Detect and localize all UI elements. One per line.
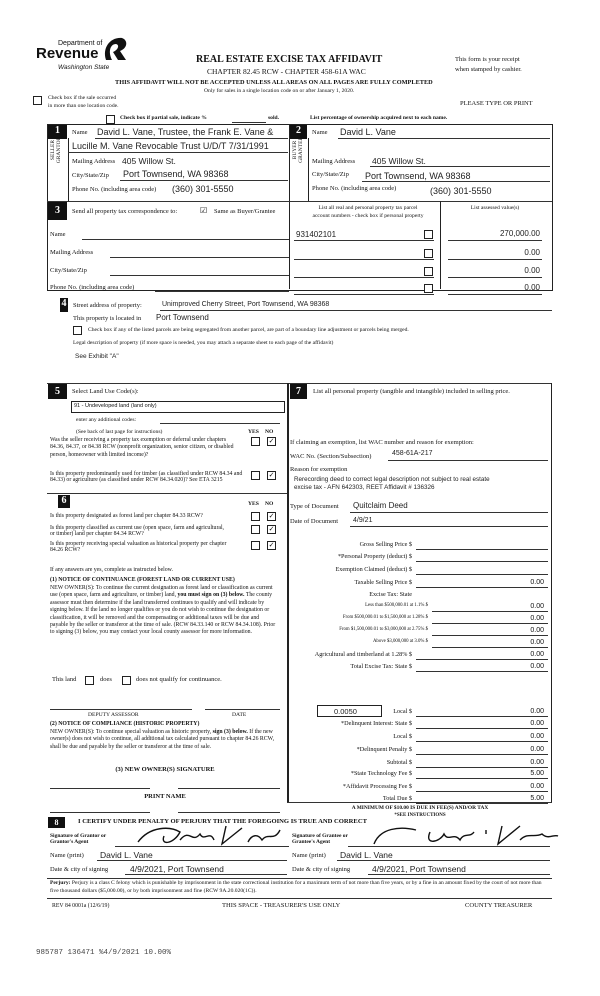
assessed-value[interactable]: 270,000.00 <box>499 229 540 238</box>
divider <box>287 383 289 803</box>
section-4-number: 4 <box>60 298 68 312</box>
local-rate: 0.0050 <box>334 707 357 716</box>
continuance-text-a: NEW OWNER(S): To continue the current designation as forest land or classification as current use (open space, farm and agriculture, or timber) land, <box>50 585 273 599</box>
grantee-signature-label: Signature of Grantee or Grantee's Agent <box>292 833 348 845</box>
wac-label: WAC No. (Section/Subsection) <box>290 453 372 460</box>
grantee-print-name[interactable]: David L. Vane <box>340 850 393 860</box>
seller-city-label: City/State/Zip <box>72 172 109 179</box>
tax-row-field[interactable] <box>416 754 548 755</box>
yes-header: YES <box>248 429 259 435</box>
seller-address-label: Mailing Address <box>72 158 116 165</box>
tax-row-label: From $500,000.01 to $1,500,000 at 1.28% $ <box>342 615 428 620</box>
tax-row-field[interactable] <box>416 741 548 742</box>
tax-row-label: Exemption Claimed (deduct) $ <box>335 566 412 573</box>
see-back-note: (See back of last page for instructions) <box>76 429 163 435</box>
divider <box>294 259 434 260</box>
personal-property-checkbox[interactable] <box>424 267 433 276</box>
tax-row-label: Local $ <box>393 733 412 740</box>
grantee-name-label: Name (print) <box>292 852 326 859</box>
divider <box>68 152 288 153</box>
only-for-note: Only for sales in a single location code on or after January 1, 2020. <box>204 88 355 94</box>
divider <box>294 294 434 295</box>
section-1-number: 1 <box>48 125 67 139</box>
s6q3-no-checkbox[interactable]: ✓ <box>268 541 275 549</box>
seller-label: SELLER GRANTOR <box>50 136 62 164</box>
divider <box>348 846 550 847</box>
tax-row-label: *Affidavit Processing Fee $ <box>342 783 412 790</box>
legal-description-label: Legal description of property (if more space is needed, you may attach a separate sheet to each page of the affidavit) <box>73 340 334 346</box>
section-8-number: 8 <box>48 817 65 828</box>
grantor-name-label: Name (print) <box>50 852 84 859</box>
receipt-note: This form is your receipt <box>455 56 520 63</box>
perjury-label: Perjury: <box>50 880 71 886</box>
divider <box>289 124 290 289</box>
divider <box>47 493 287 494</box>
buyer-name[interactable]: David L. Vane <box>340 127 396 137</box>
tax-row-field[interactable] <box>416 728 548 729</box>
tax-row-label: *Delinquent Penalty $ <box>356 746 412 753</box>
divider <box>115 846 289 847</box>
tax-row-value: 5.00 <box>530 770 544 777</box>
assessor-date-label: DATE <box>232 712 247 718</box>
tax-row-field[interactable] <box>432 611 548 612</box>
tax-row-field[interactable] <box>416 767 548 768</box>
section-7-number: 7 <box>290 384 307 399</box>
tax-row-value: 0.00 <box>530 783 544 790</box>
local-rate-box <box>317 705 382 717</box>
same-as-buyer-label: Same as Buyer/Grantee <box>214 208 276 215</box>
s3-address-label: Mailing Address <box>50 249 94 256</box>
section-3-number: 3 <box>48 202 67 220</box>
tax-row-field[interactable] <box>416 803 548 804</box>
divider <box>388 460 548 461</box>
tax-row-field[interactable] <box>416 778 548 779</box>
tax-row-value: 0.00 <box>530 639 544 646</box>
does-not-checkbox[interactable] <box>122 676 131 685</box>
section-2-number: 2 <box>290 125 307 139</box>
exemption-reason[interactable]: Rerecording deed to correct legal description not subject to real estate <box>294 476 490 483</box>
parcel-header-2: account numbers - check box if personal property <box>312 213 424 219</box>
divider <box>68 138 69 201</box>
tax-row-value: 0.00 <box>530 663 544 670</box>
s6q1-no-checkbox[interactable]: ✓ <box>268 512 275 520</box>
divider <box>97 860 287 861</box>
certify-statement: I CERTIFY UNDER PENALTY OF PERJURY THAT THE FOREGOING IS TRUE AND CORRECT <box>78 818 367 825</box>
s6q2-yes-checkbox[interactable] <box>251 525 260 534</box>
grantee-date-label: Date & city of signing <box>292 866 351 873</box>
divider <box>120 180 288 181</box>
form-revision: REV 84 0001a (12/6/19) <box>52 903 110 909</box>
compliance-text-bold: sign (3) below. <box>212 729 248 735</box>
s6q1-yes-checkbox[interactable] <box>251 512 260 521</box>
tax-row-label: Less than $500,000.01 at 1.1% $ <box>365 603 428 608</box>
logo-line3: Washington State <box>58 64 110 71</box>
form-subtitle: CHAPTER 82.45 RCW - CHAPTER 458-61A WAC <box>207 67 366 76</box>
parcel-number[interactable]: 931402101 <box>296 230 337 239</box>
grantor-print-name[interactable]: David L. Vane <box>100 850 153 860</box>
cashier-stamp: 985787 136471 %4/9/2021 10.00% <box>36 949 172 957</box>
street-label: Street address of property: <box>73 302 142 309</box>
partial-sale-checkbox[interactable] <box>106 115 115 124</box>
does-not-label: does not qualify for continuance. <box>136 676 222 683</box>
tax-row-value: 0.00 <box>530 720 544 727</box>
document-type-label: Type of Document <box>290 503 339 510</box>
tax-row-field[interactable] <box>416 574 548 575</box>
assessed-value[interactable]: 0.00 <box>524 266 540 275</box>
grantee-signature[interactable] <box>370 822 560 848</box>
divider <box>47 878 552 879</box>
located-label: This property is located in <box>73 315 142 322</box>
new-owner-signature-line[interactable] <box>50 788 150 789</box>
tax-row-label: Above $3,000,000 at 3.0% $ <box>372 639 428 644</box>
exemption-reason-2[interactable]: excise tax - AFN 642303, REET Affidavit # 136326 <box>294 484 435 491</box>
please-type: PLEASE TYPE OR PRINT <box>460 100 533 107</box>
buyer-city-label: City/State/Zip <box>312 171 349 178</box>
divider <box>338 138 550 139</box>
personal-property-checkbox[interactable] <box>424 284 433 293</box>
tax-row-label: *State Technology Fee $ <box>350 770 412 777</box>
dor-logo-icon <box>100 34 130 64</box>
historic-question: Is this property receiving special valuation as historical property per chapter 84.26 RCW? <box>50 541 227 553</box>
divider <box>368 874 550 875</box>
buyer-label: BUYER GRANTEE <box>292 137 304 163</box>
divider <box>448 240 542 241</box>
multi-location-label-2: in more than one location code. <box>48 103 119 109</box>
s3-address-field[interactable] <box>110 257 289 258</box>
grantor-signature-label: Signature of Grantor or Grantor's Agent <box>50 833 107 845</box>
deputy-assessor-label: DEPUTY ASSESSOR <box>88 712 139 718</box>
tax-row-field[interactable] <box>432 635 548 636</box>
grantor-date-city[interactable]: 4/9/2021, Port Townsend <box>130 864 224 874</box>
divider <box>308 138 309 201</box>
s3-city-label: City/State/Zip <box>50 267 87 274</box>
same-as-buyer-checkbox[interactable]: ☑ <box>200 206 208 215</box>
document-date-label: Date of Document <box>290 518 339 525</box>
yes-header: YES <box>248 501 259 507</box>
segregated-label: Check box if any of the listed parcels are being segregated from another parcel, are part of a boundary line adjustment or parcels being merged. <box>88 327 409 333</box>
deputy-assessor-line[interactable] <box>50 709 192 710</box>
logo-line2: Revenue <box>36 45 99 62</box>
grantee-date-city[interactable]: 4/9/2021, Port Townsend <box>372 864 466 874</box>
multi-location-label: Check box if the sale occurred <box>48 95 117 101</box>
tax-row-value: 0.00 <box>530 746 544 753</box>
form-title: REAL ESTATE EXCISE TAX AFFIDAVIT <box>196 54 383 65</box>
divider <box>362 181 550 182</box>
sold-label: sold. <box>268 115 280 121</box>
personal-property-label: List all personal property (tangible and intangible) included in selling price. <box>313 388 510 395</box>
partial-sale-label: Check box if partial sale, indicate % <box>120 115 207 121</box>
assessed-value[interactable]: 0.00 <box>524 283 540 292</box>
seller-phone-label: Phone No. (including area code) <box>72 186 157 193</box>
tax-row-field[interactable] <box>416 659 548 660</box>
if-yes-note: If any answers are yes, complete as instructed below. <box>50 567 173 573</box>
no-header: NO <box>265 429 274 435</box>
personal-property-checkbox[interactable] <box>424 249 433 258</box>
tax-row-field[interactable] <box>416 587 548 588</box>
minimum-due-note: A MINIMUM OF $10.00 IS DUE IN FEE(S) AND/OR TAX <box>351 805 489 811</box>
seller-city[interactable]: Port Townsend, WA 98368 <box>123 169 229 179</box>
divider <box>47 201 552 202</box>
timber-question: Is this property predominantly used for timber (as classified under RCW 84.34 and 84.33) or agriculture (as classified under RCW 84.34.020)? See ETA 3215 <box>50 471 243 483</box>
no-header: NO <box>265 501 274 507</box>
does-checkbox[interactable] <box>85 676 94 685</box>
new-owner-signature-label: (3) NEW OWNER(S) SIGNATURE <box>115 766 215 773</box>
divider <box>448 277 542 278</box>
tax-row-value: 0.00 <box>530 708 544 715</box>
treasurer-space-label: THIS SPACE - TREASURER'S USE ONLY <box>222 902 341 909</box>
tax-row-field[interactable] <box>416 549 548 550</box>
tax-row-value: 0.00 <box>530 759 544 766</box>
section-6-number: 6 <box>58 495 70 508</box>
divider <box>294 277 434 278</box>
correspondence-label: Send all property tax correspondence to: <box>72 208 178 215</box>
tax-row-label: Taxable Selling Price $ <box>354 579 412 586</box>
tax-row-field[interactable] <box>416 716 548 717</box>
tax-row-label: Total Excise Tax: State $ <box>350 663 412 670</box>
assessed-value[interactable]: 0.00 <box>524 248 540 257</box>
wac-number[interactable]: 458-61A-217 <box>392 450 433 457</box>
document-date[interactable]: 4/9/21 <box>353 517 373 524</box>
document-type[interactable]: Quitclaim Deed <box>353 501 408 510</box>
q2-no-checkbox[interactable]: ✓ <box>268 471 275 479</box>
divider <box>125 874 287 875</box>
divider <box>448 259 542 260</box>
buyer-address-label: Mailing Address <box>312 158 356 165</box>
compliance-text <box>50 729 278 751</box>
divider <box>294 240 434 241</box>
tax-row-value: 0.00 <box>530 603 544 610</box>
q1-no-checkbox[interactable]: ✓ <box>268 437 275 445</box>
tax-row-label: Agricultural and timberland at 1.28% $ <box>314 651 412 658</box>
tax-row-label: Subtotal $ <box>386 759 412 766</box>
multi-location-checkbox[interactable] <box>33 96 42 105</box>
tax-row-label: From $1,500,000.01 to $3,000,000 at 2.75% $ <box>339 627 428 632</box>
continuance-text <box>50 585 278 637</box>
tax-row-value: 0.00 <box>530 615 544 622</box>
s3-name-label: Name <box>50 231 66 238</box>
assessor-date-line[interactable] <box>205 709 280 710</box>
tax-row-label: Local $ <box>393 708 412 715</box>
grantor-signature[interactable] <box>130 822 290 848</box>
compliance-title: (2) NOTICE OF COMPLIANCE (HISTORIC PROPERTY) <box>50 721 200 727</box>
does-label: does <box>100 676 112 683</box>
land-use-label: Select Land Use Code(s): <box>72 388 139 395</box>
divider <box>350 512 548 513</box>
personal-property-checkbox[interactable] <box>424 230 433 239</box>
grantor-date-label: Date & city of signing <box>50 866 109 873</box>
s6q3-yes-checkbox[interactable] <box>251 541 260 550</box>
seller-name-label: Name <box>72 129 88 136</box>
q1-yes-checkbox[interactable] <box>251 437 260 446</box>
current-use-question: Is this property classified as current use (open space, farm and agricultural, or timber) land per chapter 84.34 RCW? <box>50 525 225 537</box>
segregated-checkbox[interactable] <box>73 326 82 335</box>
s3-name-field[interactable] <box>82 239 289 240</box>
perjury-note <box>50 880 550 895</box>
q2-yes-checkbox[interactable] <box>251 471 260 480</box>
tax-row-value: 5.00 <box>530 795 544 802</box>
continuance-text-bold: you must sign on (3) below. <box>177 592 245 599</box>
divider <box>350 526 548 527</box>
buyer-phone[interactable]: (360) 301-5550 <box>430 186 492 196</box>
divider <box>95 138 288 139</box>
tax-row-value: 0.00 <box>530 627 544 634</box>
buyer-city[interactable]: Port Townsend, WA 98368 <box>365 171 471 181</box>
exemption-claim-label: If claiming an exemption, list WAC number and reason for exemption: <box>290 439 474 446</box>
buyer-phone-label: Phone No. (including area code) <box>312 185 397 192</box>
reason-label: Reason for exemption <box>290 466 348 473</box>
tax-row-label: Gross Selling Price $ <box>359 541 412 548</box>
tax-row-value: 0.00 <box>530 651 544 658</box>
forest-land-question: Is this property designated as forest land per chapter 84.33 RCW? <box>50 513 203 519</box>
located-in[interactable]: Port Townsend <box>156 313 209 322</box>
land-use-select[interactable] <box>71 401 285 413</box>
seller-name[interactable]: David L. Vane, Trustee, the Frank E. Vane & <box>97 127 274 137</box>
divider <box>160 310 552 311</box>
land-use-code: 91 - Undeveloped land (land only) <box>74 403 157 409</box>
divider <box>440 201 441 289</box>
tax-row-label: *Personal Property (deduct) $ <box>337 553 412 560</box>
perjury-text: Perjury is a class C felony which is punishable by imprisonment in the state correctional institution for a maximum term of not more than five years, or by a fine in an amount fixed by the court of not more than five thousand dollars ($5,000.00), or by both imprisonment and fine (RCW 9A.20.020(1C)). <box>50 880 542 894</box>
divider <box>551 383 552 803</box>
section-5-number: 5 <box>48 384 67 399</box>
print-name-line[interactable] <box>50 812 150 813</box>
divider <box>47 898 552 899</box>
tax-row-value: 0.00 <box>530 579 544 586</box>
buyer-name-label: Name <box>312 129 328 136</box>
tax-row-value: 0.00 <box>530 733 544 740</box>
tax-row-field[interactable] <box>416 561 548 562</box>
compliance-text-a: NEW OWNER(S): To continue special valuation as historic property, <box>50 729 213 735</box>
tax-row-field[interactable] <box>416 671 548 672</box>
county-treasurer-label: COUNTY TREASURER <box>465 902 533 909</box>
tax-row-field[interactable] <box>432 647 548 648</box>
divider <box>448 294 542 295</box>
divider <box>337 860 550 861</box>
this-land-label: This land <box>52 676 77 683</box>
seller-name-2[interactable]: Lucille M. Vane Revocable Trust U/D/T 7/31/1991 <box>72 141 269 151</box>
additional-codes-label: enter any additional codes: <box>76 417 137 423</box>
see-instructions: *SEE INSTRUCTIONS <box>394 813 446 818</box>
new-owner-signature-line-2[interactable] <box>178 788 280 789</box>
compliance-text-b: If the new owner(s) does not wish to continue, all additional tax calculated pursuant to chapter 84.26 RCW, shall be due and payable by the seller or transferor at the time of sale. <box>50 729 275 750</box>
exemption-question: Was the seller receiving a property tax exemption or deferral under chapters 84.36, 84.37, or 84.38 RCW (nonprofit organization, senior citizen, or disabled person, homeowner with limited income)? <box>50 437 234 458</box>
s6q2-no-checkbox[interactable]: ✓ <box>268 525 275 533</box>
additional-codes-field[interactable] <box>160 423 280 424</box>
tax-row-field[interactable] <box>416 791 548 792</box>
buyer-address[interactable]: 405 Willow St. <box>372 156 426 166</box>
tax-row-label: *Delinquent Interest: State $ <box>341 720 412 727</box>
divider <box>370 166 550 167</box>
print-name-line-2[interactable] <box>178 812 280 813</box>
street-address[interactable]: Unimproved Cherry Street, Port Townsend, WA 98368 <box>162 301 330 308</box>
print-name-label: PRINT NAME <box>144 793 186 800</box>
parcel-header: List all real and personal property tax parcel <box>318 205 418 211</box>
list-pct-label: List percentage of ownership acquired next to each name. <box>310 115 448 121</box>
tax-row-field[interactable] <box>432 623 548 624</box>
seller-phone[interactable]: (360) 301-5550 <box>172 184 234 194</box>
s3-phone-label: Phone No. (including area code) <box>50 284 135 291</box>
assessed-header: List assessed value(s) <box>470 205 520 211</box>
partial-pct-field[interactable] <box>232 122 266 123</box>
tax-row-label: Total Due $ <box>382 795 412 802</box>
logo-line1: Department of <box>58 40 103 47</box>
s3-city-field[interactable] <box>110 275 289 276</box>
tax-row-label: Excise Tax: State <box>369 591 412 598</box>
s3-phone-field[interactable] <box>155 291 289 292</box>
continuance-text-b: The county assessor must then determine if the land transferred continues to qualify and will indicate by signing below. If the land no longer qualifies or you do not wish to continue the designation or classification, it will be removed and the compensating or additional taxes will be due and payable by the seller or transferor at the time of sale. (RCW 84.33.140 or RCW 84.34.108). Prior to signing (3) below, you may contact your local county assessor for more information. <box>50 592 276 636</box>
completion-notice: THIS AFFIDAVIT WILL NOT BE ACCEPTED UNLESS ALL AREAS ON ALL PAGES ARE FULLY COMPLETED <box>115 79 433 86</box>
legal-description[interactable]: See Exhibit "A" <box>75 353 119 360</box>
continuance-title: (1) NOTICE OF CONTINUANCE (FOREST LAND OR CURRENT USE) <box>50 577 235 583</box>
seller-address[interactable]: 405 Willow St. <box>122 156 176 166</box>
receipt-note-2: when stamped by cashier. <box>455 66 522 73</box>
